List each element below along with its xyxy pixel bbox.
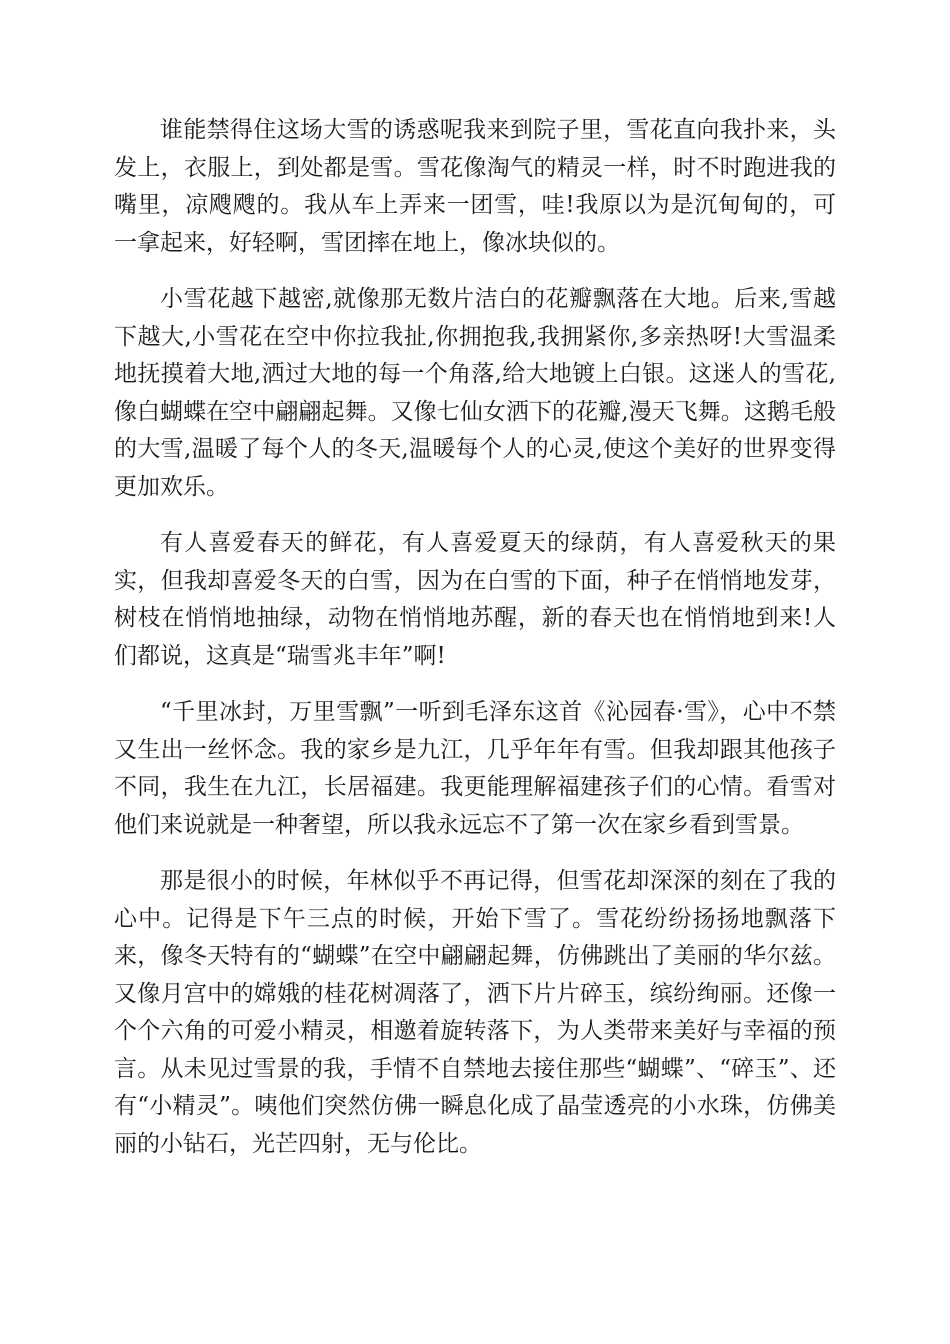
paragraph-5: 那是很小的时候，年林似乎不再记得，但雪花却深深的刻在了我的心中。记得是下午三点的时候，开始下雪了。雪花纷纷扬扬地飘落下来，像冬天特有的“蝴蝶”在空中翩翩起舞，仿佛跳出了美丽的华尔兹。又像月宫中的嫦娥的桂花树凋落了，洒下片片碎玉，缤纷绚丽。还像一个个六角的可爱小精灵，相邀着旋转落下，为人类带来美好与幸福的预言。从未见过雪景的我，手情不自禁地去接住那些“蝴蝶”、“碎玉”、还有“小精灵”。咦他们突然仿佛一瞬息化成了晶莹透亮的小水珠，仿佛美丽的小钻石，光芒四射，无与伦比。 bbox=[114, 868, 836, 1157]
paragraph-2: 小雪花越下越密,就像那无数片洁白的花瓣飘落在大地。后来,雪越下越大,小雪花在空中你拉我扯,你拥抱我,我拥紧你,多亲热呀!大雪温柔地抚摸着大地,洒过大地的每一个角落,给大地镀上白银。这迷人的雪花,像白蝴蝶在空中翩翩起舞。又像七仙女洒下的花瓣,漫天飞舞。这鹅毛般的大雪,温暖了每个人的冬天,温暖每个人的心灵,使这个美好的世界变得更加欢乐。 bbox=[114, 286, 836, 500]
paragraph-3: 有人喜爱春天的鲜花，有人喜爱夏天的绿荫，有人喜爱秋天的果实，但我却喜爱冬天的白雪，因为在白雪的下面，种子在悄悄地发芽，树枝在悄悄地抽绿，动物在悄悄地苏醒，新的春天也在悄悄地到来!人们都说，这真是“瑞雪兆丰年”啊! bbox=[114, 530, 836, 669]
paragraph-1: 谁能禁得住这场大雪的诱惑呢我来到院子里，雪花直向我扑来，头发上，衣服上，到处都是雪。雪花像淘气的精灵一样，时不时跑进我的嘴里，凉飕飕的。我从车上弄来一团雪，哇!我原以为是沉甸甸的，可一拿起来，好轻啊，雪团摔在地上，像冰块似的。 bbox=[114, 117, 836, 256]
document-body bbox=[114, 112, 836, 1163]
paragraph-4: “千里冰封，万里雪飘”一听到毛泽东这首《沁园春·雪》，心中不禁又生出一丝怀念。我的家乡是九江，几乎年年有雪。但我却跟其他孩子不同，我生在九江，长居福建。我更能理解福建孩子们的心情。看雪对他们来说就是一种奢望，所以我永远忘不了第一次在家乡看到雪景。 bbox=[114, 699, 836, 838]
